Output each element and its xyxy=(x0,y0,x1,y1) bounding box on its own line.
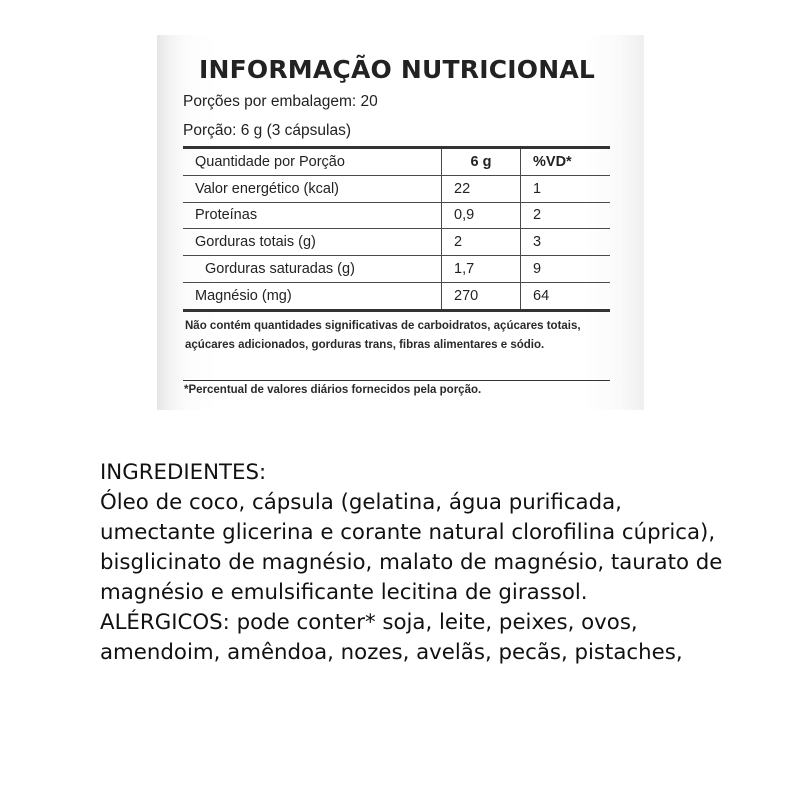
header-quantity-per-serving: Quantidade por Porção xyxy=(183,148,442,176)
nutrition-table-header xyxy=(183,148,610,176)
nutrient-name: Gorduras saturadas (g) xyxy=(183,256,442,283)
nutrient-amount: 1,7 xyxy=(442,256,521,283)
header-serving-amount: 6 g xyxy=(442,148,521,176)
nutrient-amount: 2 xyxy=(442,229,521,256)
nutrition-facts-label xyxy=(157,35,644,410)
not-significant-note: Não contém quantidades significativas de carboidratos, açúcares totais, açúcares adicionados, gorduras trans, fibras alimentares e sódio. xyxy=(185,320,581,351)
nutrient-name: Gorduras totais (g) xyxy=(183,229,442,256)
ingredients-text: Óleo de coco, cápsula (gelatina, água purificada, umectante glicerina e corante natural clorofilina cúprica), bisglicinato de magnésio, malato de magnésio, taurato de magnésio e emulsificante lecitina de girassol. xyxy=(100,490,723,605)
daily-value-footnote: *Percentual de valores diários fornecidos pela porção. xyxy=(184,384,482,396)
nutrient-name: Magnésio (mg) xyxy=(183,282,442,310)
ingredients-heading: INGREDIENTES: xyxy=(100,460,267,485)
nutrition-label-title: INFORMAÇÃO NUTRICIONAL xyxy=(199,55,596,84)
nutrient-daily-value: 9 xyxy=(521,256,611,283)
nutrient-name: Valor energético (kcal) xyxy=(183,175,442,202)
table-row xyxy=(183,202,610,229)
table-row xyxy=(183,229,610,256)
nutrient-amount: 270 xyxy=(442,282,521,310)
servings-per-package: Porções por embalagem: 20 xyxy=(183,93,378,110)
serving-size: Porção: 6 g (3 cápsulas) xyxy=(183,122,352,139)
header-daily-value: %VD* xyxy=(521,148,611,176)
nutrient-daily-value: 1 xyxy=(521,175,611,202)
ingredients-section xyxy=(100,458,740,668)
nutrition-table xyxy=(183,146,610,312)
nutrient-amount: 22 xyxy=(442,175,521,202)
allergens-text: ALÉRGICOS: pode conter* soja, leite, peixes, ovos, amendoim, amêndoa, nozes, avelãs, pecãs, pistaches, xyxy=(100,610,683,665)
table-row xyxy=(183,256,610,283)
nutrient-daily-value: 64 xyxy=(521,282,611,310)
table-row xyxy=(183,175,610,202)
nutrient-name: Proteínas xyxy=(183,202,442,229)
nutrient-daily-value: 3 xyxy=(521,229,611,256)
nutrient-daily-value: 2 xyxy=(521,202,611,229)
table-row xyxy=(183,282,610,310)
label-divider xyxy=(183,380,610,381)
nutrient-amount: 0,9 xyxy=(442,202,521,229)
